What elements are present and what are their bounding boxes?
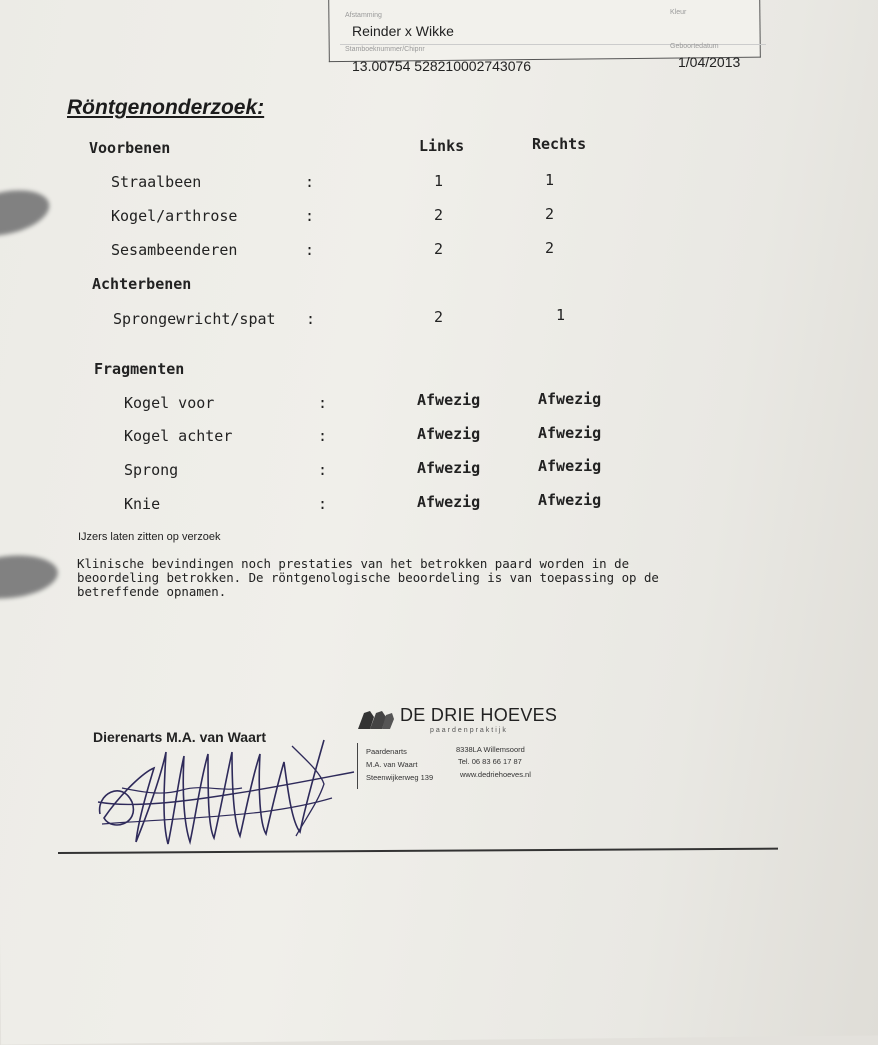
value-right: Afwezig (538, 390, 602, 408)
column-header-right: Rechts (532, 135, 587, 153)
lineage-label: Afstamming (345, 12, 382, 19)
value-left: Afwezig (417, 459, 481, 477)
disclaimer-line: Klinische bevindingen noch prestaties van het betrokken paard worden in de (77, 556, 630, 571)
logo-phone: Tel. 06 83 66 17 87 (458, 757, 522, 766)
value-left: 2 (434, 240, 444, 258)
logo-divider (357, 743, 358, 789)
logo-website: www.dedriehoeves.nl (460, 770, 531, 779)
logo-address-line: M.A. van Waart (366, 760, 418, 769)
value-left: 1 (434, 172, 444, 190)
section-heading: Voorbenen (89, 139, 171, 157)
row-label: Kogel achter (124, 427, 233, 445)
vet-name: Dierenarts M.A. van Waart (93, 729, 266, 745)
logo-address-line: Paardenarts (366, 747, 407, 756)
practice-logo (356, 705, 586, 795)
value-left: Afwezig (417, 493, 481, 511)
birth-value: 1/04/2013 (678, 54, 741, 70)
value-right: Afwezig (538, 424, 602, 442)
disclaimer-line: betreffende opnamen. (77, 584, 227, 599)
logo-name: DE DRIE HOEVES (400, 705, 558, 725)
logo-subtitle: paardenpraktijk (430, 727, 508, 734)
row-separator: : (305, 207, 315, 225)
row-separator: : (306, 310, 316, 328)
shoes-note: IJzers laten zitten op verzoek (78, 531, 221, 543)
value-left: 2 (434, 308, 444, 326)
horses-logo-icon (356, 707, 396, 733)
disclaimer-text (77, 557, 757, 599)
disclaimer-line: beoordeling betrokken. De röntgenologische beoordeling is van toepassing op de (77, 570, 659, 585)
stud-value: 13.00754 528210002743076 (352, 58, 532, 74)
row-separator: : (318, 427, 328, 445)
row-label: Kogel voor (124, 394, 215, 412)
row-label: Sprongewricht/spat (113, 310, 276, 328)
value-right: 2 (545, 205, 555, 223)
section-heading: Achterbenen (92, 275, 192, 293)
logo-address-line: Steenwijkerweg 139 (366, 773, 434, 782)
value-right: Afwezig (538, 491, 602, 509)
logo-address-line: 8338LA Willemsoord (456, 745, 525, 754)
row-label: Knie (124, 495, 161, 513)
color-label: Kleur (670, 9, 687, 16)
handwritten-signature (92, 732, 362, 857)
row-label: Straalbeen (111, 173, 202, 191)
value-right: 1 (556, 306, 566, 324)
value-right: 1 (545, 171, 555, 189)
row-label: Sprong (124, 461, 179, 479)
column-header-left: Links (419, 137, 465, 155)
birth-label: Geboortedatum (670, 43, 719, 50)
row-separator: : (305, 241, 315, 259)
value-right: 2 (545, 239, 555, 257)
value-left: Afwezig (417, 425, 481, 443)
value-left: 2 (434, 206, 444, 224)
row-label: Sesambeenderen (111, 241, 238, 259)
page-title: Röntgenonderzoek: (67, 96, 265, 119)
value-left: Afwezig (417, 391, 481, 409)
stud-label: Stamboeknummer/Chipnr (345, 46, 425, 53)
row-separator: : (318, 394, 328, 412)
value-right: Afwezig (538, 457, 602, 475)
row-separator: : (305, 173, 315, 191)
row-separator: : (318, 461, 328, 479)
lineage-value: Reinder x Wikke (352, 23, 454, 39)
section-heading: Fragmenten (94, 360, 185, 378)
row-label: Kogel/arthrose (111, 207, 238, 225)
row-separator: : (318, 495, 328, 513)
